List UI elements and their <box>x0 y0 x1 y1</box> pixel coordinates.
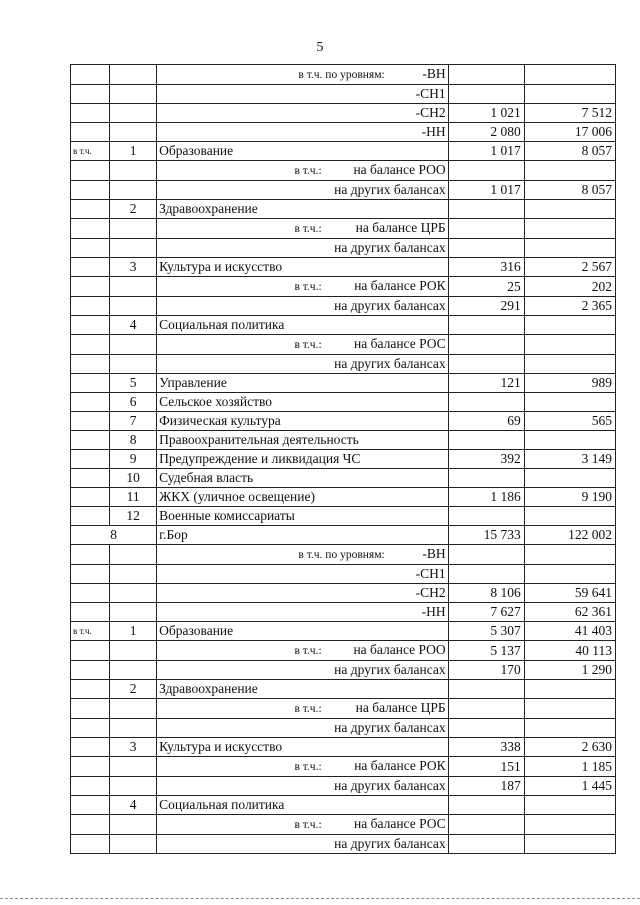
balance-sub-cell <box>157 161 449 181</box>
table-row <box>71 526 616 545</box>
value-col-1 <box>448 719 524 738</box>
category-name: Сельское хозяйство <box>157 393 449 412</box>
incl-sub-label: в т.ч.: <box>294 645 322 657</box>
empty-cell <box>71 777 110 796</box>
value-col-2 <box>524 565 615 584</box>
level-code: -СН2 <box>415 585 446 600</box>
value-col-2: 17 006 <box>524 123 615 142</box>
category-number: 2 <box>110 680 157 699</box>
empty-cell <box>110 65 157 85</box>
value-col-1: 8 106 <box>448 584 524 603</box>
table-row <box>71 181 616 200</box>
empty-cell <box>110 757 157 777</box>
value-col-2 <box>524 355 615 374</box>
category-name: Социальная политика <box>157 316 449 335</box>
incl-sub-label: в т.ч.: <box>294 761 322 773</box>
incl-sub-label: в т.ч.: <box>294 223 322 235</box>
table-row <box>71 412 616 431</box>
category-name: Образование <box>157 622 449 641</box>
value-col-2 <box>524 219 615 239</box>
balance-sub-cell <box>157 641 449 661</box>
category-number: 8 <box>110 431 157 450</box>
value-col-2: 989 <box>524 374 615 393</box>
table-row <box>71 488 616 507</box>
balance-sub-cell <box>157 335 449 355</box>
value-col-2: 40 113 <box>524 641 615 661</box>
value-col-1: 69 <box>448 412 524 431</box>
value-col-2: 122 002 <box>524 526 615 545</box>
level-code: -ВН <box>422 546 446 561</box>
table-row <box>71 603 616 622</box>
table-row <box>71 661 616 680</box>
value-col-1 <box>448 200 524 219</box>
value-col-1 <box>448 469 524 488</box>
empty-cell <box>110 181 157 200</box>
table-row <box>71 796 616 815</box>
category-name: ЖКХ (уличное освещение) <box>157 488 449 507</box>
balance-holder: на балансе РОК <box>354 758 446 773</box>
value-col-2 <box>524 161 615 181</box>
value-col-2 <box>524 200 615 219</box>
value-col-1 <box>448 239 524 258</box>
empty-cell <box>110 335 157 355</box>
value-col-2 <box>524 815 615 835</box>
empty-cell <box>71 545 110 565</box>
empty-cell <box>110 815 157 835</box>
category-name: Управление <box>157 374 449 393</box>
value-col-1 <box>448 431 524 450</box>
category-number: 2 <box>110 200 157 219</box>
value-col-1 <box>448 815 524 835</box>
table-row <box>71 431 616 450</box>
value-col-2: 2 365 <box>524 297 615 316</box>
value-col-1: 5 137 <box>448 641 524 661</box>
value-col-1 <box>448 219 524 239</box>
other-balances-label: на других балансах <box>334 836 446 851</box>
level-code: -НН <box>421 604 446 619</box>
value-col-1 <box>448 393 524 412</box>
category-name: Образование <box>157 142 449 161</box>
table-row <box>71 104 616 123</box>
value-col-2: 62 361 <box>524 603 615 622</box>
incl-label <box>71 450 110 469</box>
table-row <box>71 393 616 412</box>
balance-holder: на балансе РОС <box>354 816 446 831</box>
budget-table <box>70 64 616 854</box>
incl-label <box>71 258 110 277</box>
empty-cell <box>110 584 157 603</box>
value-col-2 <box>524 796 615 815</box>
table-row <box>71 123 616 142</box>
category-number: 9 <box>110 450 157 469</box>
incl-sub-label: в т.ч.: <box>294 281 322 293</box>
category-name: Судебная власть <box>157 469 449 488</box>
other-balances-cell <box>157 777 449 796</box>
table-row <box>71 699 616 719</box>
table-row <box>71 335 616 355</box>
value-col-1 <box>448 835 524 854</box>
balance-holder: на балансе ЦРБ <box>355 220 446 235</box>
page-number: 5 <box>316 40 324 55</box>
other-balances-cell <box>157 181 449 200</box>
value-col-1: 392 <box>448 450 524 469</box>
balance-holder: на балансе РОО <box>353 162 446 177</box>
table-row <box>71 161 616 181</box>
table-row <box>71 219 616 239</box>
table-row <box>71 258 616 277</box>
table-row <box>71 507 616 526</box>
level-breakdown-cell <box>157 65 449 85</box>
value-col-1: 338 <box>448 738 524 757</box>
balance-sub-cell <box>157 815 449 835</box>
value-col-2: 8 057 <box>524 181 615 200</box>
category-name: Здравоохранение <box>157 680 449 699</box>
empty-cell <box>71 661 110 680</box>
value-col-2 <box>524 699 615 719</box>
value-col-1 <box>448 796 524 815</box>
empty-cell <box>110 104 157 123</box>
empty-cell <box>110 545 157 565</box>
value-col-2: 9 190 <box>524 488 615 507</box>
empty-cell <box>110 835 157 854</box>
incl-sub-label: в т.ч.: <box>294 703 322 715</box>
empty-cell <box>71 815 110 835</box>
level-breakdown-cell <box>157 545 449 565</box>
other-balances-label: на других балансах <box>334 662 446 677</box>
balance-holder: на балансе РОС <box>354 336 446 351</box>
table-row <box>71 835 616 854</box>
table-row <box>71 738 616 757</box>
value-col-2 <box>524 239 615 258</box>
value-col-2 <box>524 335 615 355</box>
value-col-1: 5 307 <box>448 622 524 641</box>
level-breakdown-cell <box>157 104 449 123</box>
table-row <box>71 757 616 777</box>
empty-cell <box>110 219 157 239</box>
balance-sub-cell <box>157 277 449 297</box>
category-number: 7 <box>110 412 157 431</box>
value-col-1 <box>448 680 524 699</box>
other-balances-label: на других балансах <box>334 720 446 735</box>
incl-label <box>71 507 110 526</box>
value-col-1 <box>448 316 524 335</box>
value-col-2: 41 403 <box>524 622 615 641</box>
incl-sub-label: в т.ч.: <box>294 165 322 177</box>
empty-cell <box>71 355 110 374</box>
value-col-2 <box>524 85 615 104</box>
value-col-2: 59 641 <box>524 584 615 603</box>
value-col-1: 291 <box>448 297 524 316</box>
empty-cell <box>71 277 110 297</box>
value-col-1: 2 080 <box>448 123 524 142</box>
category-number: 3 <box>110 738 157 757</box>
incl-sub-label: в т.ч.: <box>294 819 322 831</box>
value-col-2: 3 149 <box>524 450 615 469</box>
empty-cell <box>71 719 110 738</box>
empty-cell <box>110 85 157 104</box>
incl-label <box>71 412 110 431</box>
category-number: 1 <box>110 622 157 641</box>
level-code: -СН1 <box>415 86 446 101</box>
value-col-1: 1 021 <box>448 104 524 123</box>
value-col-1 <box>448 335 524 355</box>
empty-cell <box>71 65 110 85</box>
value-col-2 <box>524 680 615 699</box>
category-number: 1 <box>110 142 157 161</box>
value-col-2 <box>524 65 615 85</box>
empty-cell <box>110 603 157 622</box>
table-row <box>71 565 616 584</box>
other-balances-cell <box>157 239 449 258</box>
value-col-2: 565 <box>524 412 615 431</box>
level-breakdown-cell <box>157 123 449 142</box>
category-name: Правоохранительная деятельность <box>157 431 449 450</box>
value-col-1: 1 186 <box>448 488 524 507</box>
level-label: в т.ч. по уровням: <box>298 69 385 81</box>
empty-cell <box>71 219 110 239</box>
table-row <box>71 297 616 316</box>
category-name: Культура и искусство <box>157 738 449 757</box>
incl-label <box>71 316 110 335</box>
value-col-2: 1 290 <box>524 661 615 680</box>
empty-cell <box>110 297 157 316</box>
empty-cell <box>71 181 110 200</box>
value-col-1: 187 <box>448 777 524 796</box>
empty-cell <box>71 123 110 142</box>
other-balances-label: на других балансах <box>334 778 446 793</box>
empty-cell <box>110 719 157 738</box>
other-balances-label: на других балансах <box>334 182 446 197</box>
empty-cell <box>110 565 157 584</box>
value-col-2: 7 512 <box>524 104 615 123</box>
value-col-2 <box>524 835 615 854</box>
other-balances-cell <box>157 835 449 854</box>
incl-sub-label: в т.ч.: <box>294 339 322 351</box>
table-row <box>71 680 616 699</box>
value-col-1 <box>448 161 524 181</box>
value-col-2 <box>524 431 615 450</box>
value-col-1: 316 <box>448 258 524 277</box>
level-label: в т.ч. по уровням: <box>298 549 385 561</box>
table-row <box>71 641 616 661</box>
value-col-2 <box>524 507 615 526</box>
other-balances-cell <box>157 297 449 316</box>
value-col-1 <box>448 545 524 565</box>
balance-holder: на балансе РОО <box>353 642 446 657</box>
category-name: Физическая культура <box>157 412 449 431</box>
incl-label <box>71 431 110 450</box>
incl-label <box>71 374 110 393</box>
empty-cell <box>71 699 110 719</box>
value-col-1: 1 017 <box>448 142 524 161</box>
value-col-1 <box>448 507 524 526</box>
category-number: 4 <box>110 796 157 815</box>
municipality-name: г.Бор <box>157 526 449 545</box>
empty-cell <box>71 335 110 355</box>
level-breakdown-cell <box>157 603 449 622</box>
empty-cell <box>71 584 110 603</box>
category-number: 3 <box>110 258 157 277</box>
balance-holder: на балансе ЦРБ <box>355 700 446 715</box>
empty-cell <box>71 161 110 181</box>
category-name: Культура и искусство <box>157 258 449 277</box>
other-balances-cell <box>157 355 449 374</box>
empty-cell <box>110 699 157 719</box>
value-col-2: 1 445 <box>524 777 615 796</box>
municipality-number: 8 <box>71 526 157 545</box>
empty-cell <box>110 239 157 258</box>
value-col-2: 202 <box>524 277 615 297</box>
table-row <box>71 65 616 85</box>
table-row <box>71 815 616 835</box>
value-col-1 <box>448 65 524 85</box>
balance-holder: на балансе РОК <box>354 278 446 293</box>
table-row <box>71 622 616 641</box>
level-code: -ВН <box>422 66 446 81</box>
other-balances-cell <box>157 719 449 738</box>
empty-cell <box>71 603 110 622</box>
category-number: 11 <box>110 488 157 507</box>
empty-cell <box>71 85 110 104</box>
incl-label <box>71 738 110 757</box>
scan-edge-line <box>0 898 640 899</box>
table-row <box>71 85 616 104</box>
value-col-2: 8 057 <box>524 142 615 161</box>
table-row <box>71 584 616 603</box>
empty-cell <box>71 239 110 258</box>
incl-label <box>71 796 110 815</box>
value-col-1 <box>448 85 524 104</box>
category-name: Здравоохранение <box>157 200 449 219</box>
value-col-1 <box>448 565 524 584</box>
balance-sub-cell <box>157 757 449 777</box>
value-col-1: 15 733 <box>448 526 524 545</box>
level-breakdown-cell <box>157 565 449 584</box>
value-col-2: 1 185 <box>524 757 615 777</box>
level-breakdown-cell <box>157 85 449 104</box>
table-row <box>71 277 616 297</box>
empty-cell <box>110 277 157 297</box>
empty-cell <box>110 777 157 796</box>
level-code: -СН2 <box>415 105 446 120</box>
value-col-1: 1 017 <box>448 181 524 200</box>
other-balances-label: на других балансах <box>334 356 446 371</box>
empty-cell <box>110 123 157 142</box>
balance-sub-cell <box>157 219 449 239</box>
level-code: -НН <box>421 124 446 139</box>
level-breakdown-cell <box>157 584 449 603</box>
table-row <box>71 374 616 393</box>
incl-label <box>71 488 110 507</box>
category-name: Социальная политика <box>157 796 449 815</box>
value-col-1: 7 627 <box>448 603 524 622</box>
other-balances-label: на других балансах <box>334 298 446 313</box>
table-row <box>71 142 616 161</box>
value-col-2 <box>524 469 615 488</box>
table-row <box>71 777 616 796</box>
value-col-2 <box>524 545 615 565</box>
value-col-1: 151 <box>448 757 524 777</box>
level-code: -СН1 <box>415 566 446 581</box>
incl-label: в т.ч. <box>71 142 110 161</box>
category-name: Военные комиссариаты <box>157 507 449 526</box>
other-balances-label: на других балансах <box>334 240 446 255</box>
value-col-2: 2 630 <box>524 738 615 757</box>
incl-label <box>71 680 110 699</box>
value-col-2 <box>524 316 615 335</box>
empty-cell <box>110 661 157 680</box>
category-number: 10 <box>110 469 157 488</box>
value-col-1 <box>448 355 524 374</box>
empty-cell <box>71 757 110 777</box>
category-number: 4 <box>110 316 157 335</box>
value-col-1: 25 <box>448 277 524 297</box>
table-row <box>71 200 616 219</box>
empty-cell <box>71 835 110 854</box>
other-balances-cell <box>157 661 449 680</box>
category-number: 6 <box>110 393 157 412</box>
empty-cell <box>71 104 110 123</box>
table-row <box>71 545 616 565</box>
budget-table-body <box>71 65 616 854</box>
empty-cell <box>71 565 110 584</box>
table-row <box>71 469 616 488</box>
incl-label <box>71 469 110 488</box>
empty-cell <box>110 641 157 661</box>
table-row <box>71 239 616 258</box>
incl-label <box>71 393 110 412</box>
table-row <box>71 719 616 738</box>
category-name: Предупреждение и ликвидация ЧС <box>157 450 449 469</box>
value-col-1: 121 <box>448 374 524 393</box>
table-row <box>71 450 616 469</box>
empty-cell <box>71 641 110 661</box>
category-number: 5 <box>110 374 157 393</box>
value-col-2 <box>524 393 615 412</box>
balance-sub-cell <box>157 699 449 719</box>
empty-cell <box>110 355 157 374</box>
incl-label <box>71 200 110 219</box>
value-col-1: 170 <box>448 661 524 680</box>
empty-cell <box>110 161 157 181</box>
value-col-1 <box>448 699 524 719</box>
category-number: 12 <box>110 507 157 526</box>
value-col-2 <box>524 719 615 738</box>
empty-cell <box>71 297 110 316</box>
incl-label: в т.ч. <box>71 622 110 641</box>
table-row <box>71 316 616 335</box>
value-col-2: 2 567 <box>524 258 615 277</box>
table-row <box>71 355 616 374</box>
